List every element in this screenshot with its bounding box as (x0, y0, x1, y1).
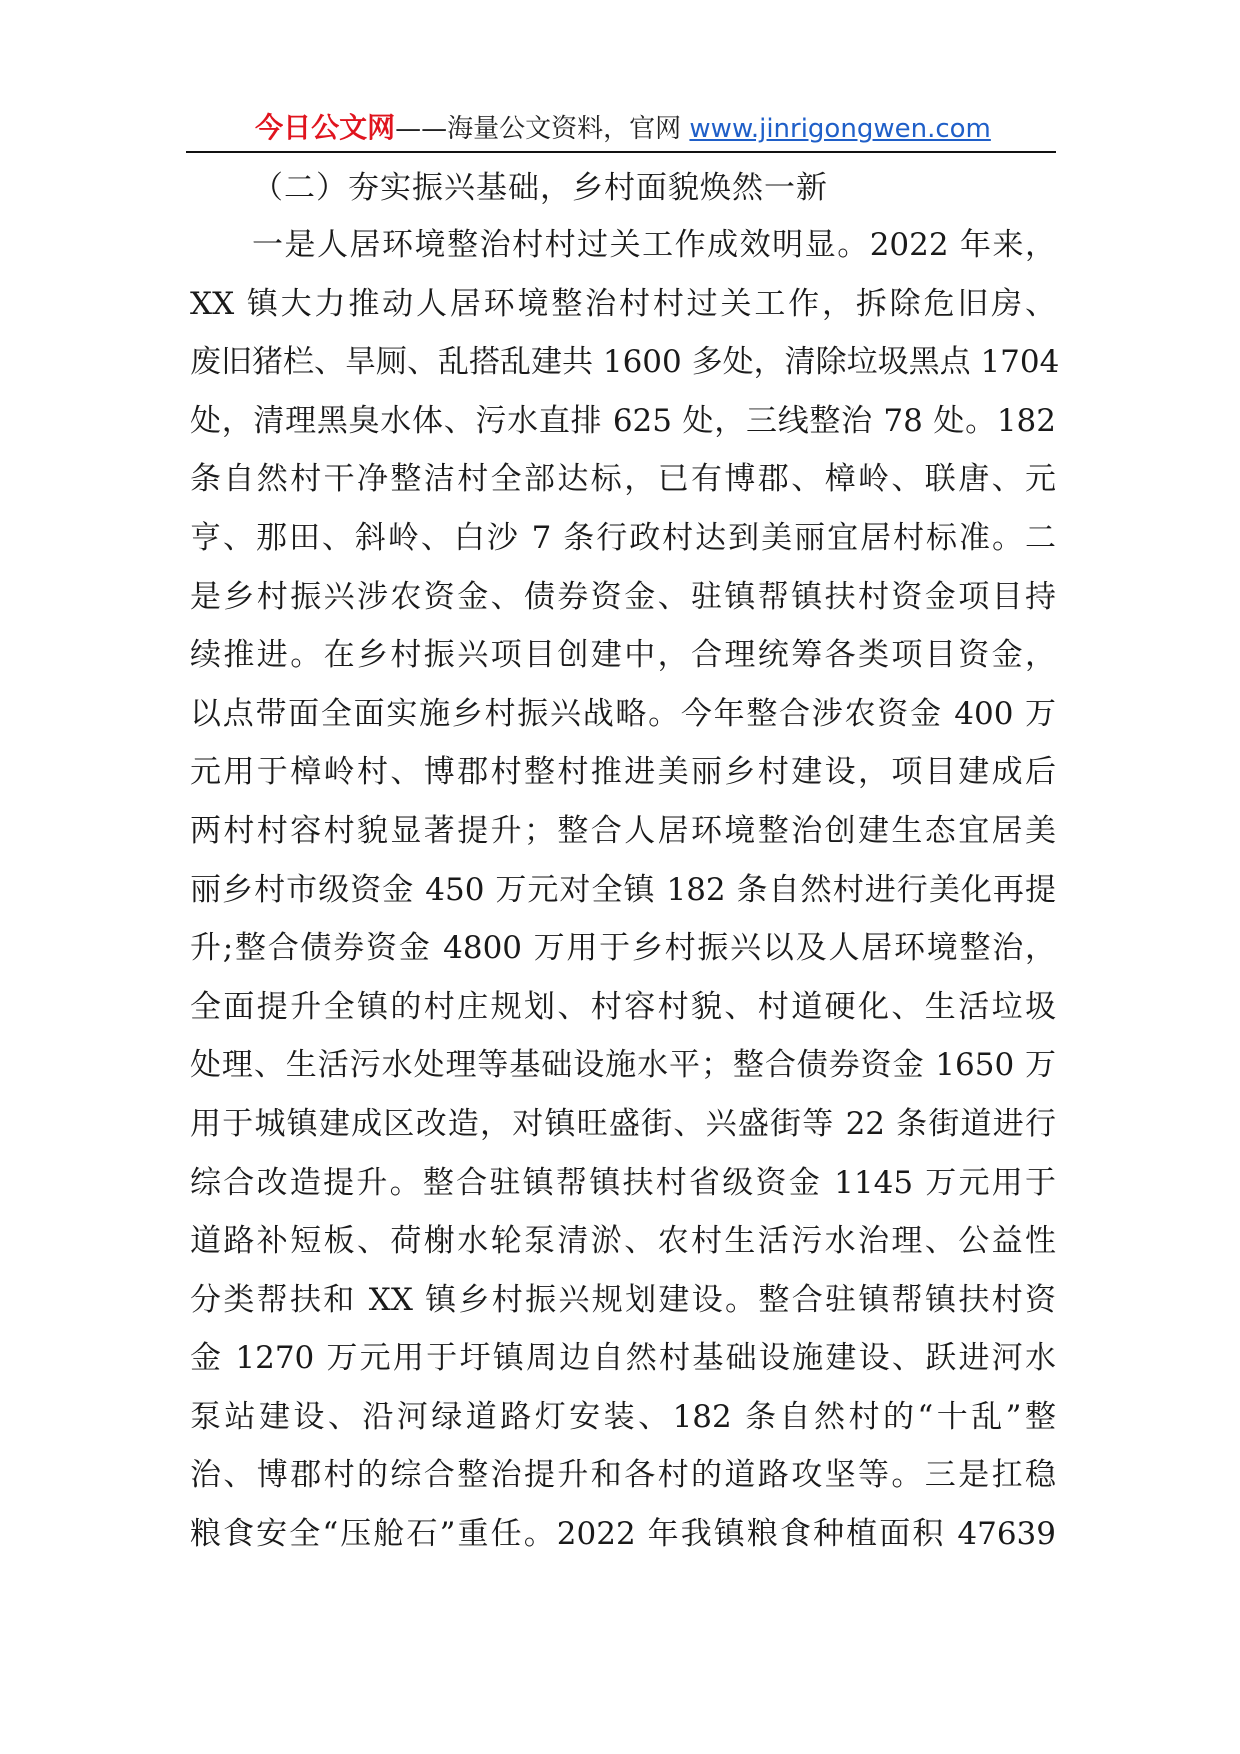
text-line: 以点带面全面实施乡村振兴战略。今年整合涉农资金 400 万 (190, 695, 1056, 732)
text-line: 两村村容村貌显著提升；整合人居环境整治创建生态宜居美 (190, 812, 1056, 849)
text-line: 一是人居环境整治村村过关工作成效明显。2022 年来， (252, 227, 1056, 263)
text-line: 亨、那田、斜岭、白沙 7 条行政村达到美丽宜居村标准。二 (190, 519, 1056, 556)
text-line: 升;整合债券资金 4800 万用于乡村振兴以及人居环境整治， (190, 930, 1056, 967)
header-divider (186, 151, 1056, 153)
text-line: 是乡村振兴涉农资金、债券资金、驻镇帮镇扶村资金项目持 (190, 578, 1056, 615)
text-line: 续推进。在乡村振兴项目创建中，合理统筹各类项目资金， (190, 637, 1056, 674)
text-line: 综合改造提升。整合驻镇帮镇扶村省级资金 1145 万元用于 (190, 1164, 1056, 1201)
text-line: 条自然村干净整洁村全部达标，已有博郡、樟岭、联唐、元 (190, 461, 1056, 498)
section-heading: （二）夯实振兴基础，乡村面貌焕然一新 (252, 170, 828, 206)
text-line: 用于城镇建成区改造，对镇旺盛街、兴盛街等 22 条街道进行 (190, 1105, 1056, 1142)
text-line: 丽乡村市级资金 450 万元对全镇 182 条自然村进行美化再提 (190, 871, 1056, 908)
text-line: 粮食安全“压舱石”重任。2022 年我镇粮食种植面积 47639 (190, 1516, 1056, 1553)
text-line: 全面提升全镇的村庄规划、村容村貌、村道硬化、生活垃圾 (190, 988, 1056, 1025)
body-paragraph (190, 216, 1060, 1564)
text-line: 治、博郡村的综合整治提升和各村的道路攻坚等。三是扛稳 (190, 1457, 1056, 1494)
website-link[interactable]: www.jinrigongwen.com (689, 114, 991, 144)
text-line: 处，清理黑臭水体、污水直排 625 处，三线整治 78 处。182 (190, 402, 1056, 439)
brand-name: 今日公文网 (255, 111, 396, 144)
document-header (188, 104, 1058, 152)
text-line: 废旧猪栏、旱厕、乱搭乱建共 1600 多处，清除垃圾黑点 1704 (190, 344, 1060, 381)
text-line: 金 1270 万元用于圩镇周边自然村基础设施建设、跃进河水 (190, 1340, 1056, 1377)
text-line: XX 镇大力推动人居环境整治村村过关工作，拆除危旧房、 (190, 285, 1056, 322)
text-line: 分类帮扶和 XX 镇乡村振兴规划建设。整合驻镇帮镇扶村资 (190, 1281, 1056, 1318)
text-line: 元用于樟岭村、博郡村整村推进美丽乡村建设，项目建成后 (190, 754, 1056, 791)
text-line: 泵站建设、沿河绿道路灯安装、182 条自然村的“十乱”整 (190, 1398, 1056, 1435)
text-line: 处理、生活污水处理等基础设施水平；整合债券资金 1650 万 (190, 1047, 1056, 1084)
header-tagline: ——海量公文资料，官网 (395, 114, 690, 144)
document-body (190, 160, 1060, 1564)
text-line: 道路补短板、荷榭水轮泵清淤、农村生活污水治理、公益性 (190, 1223, 1056, 1260)
